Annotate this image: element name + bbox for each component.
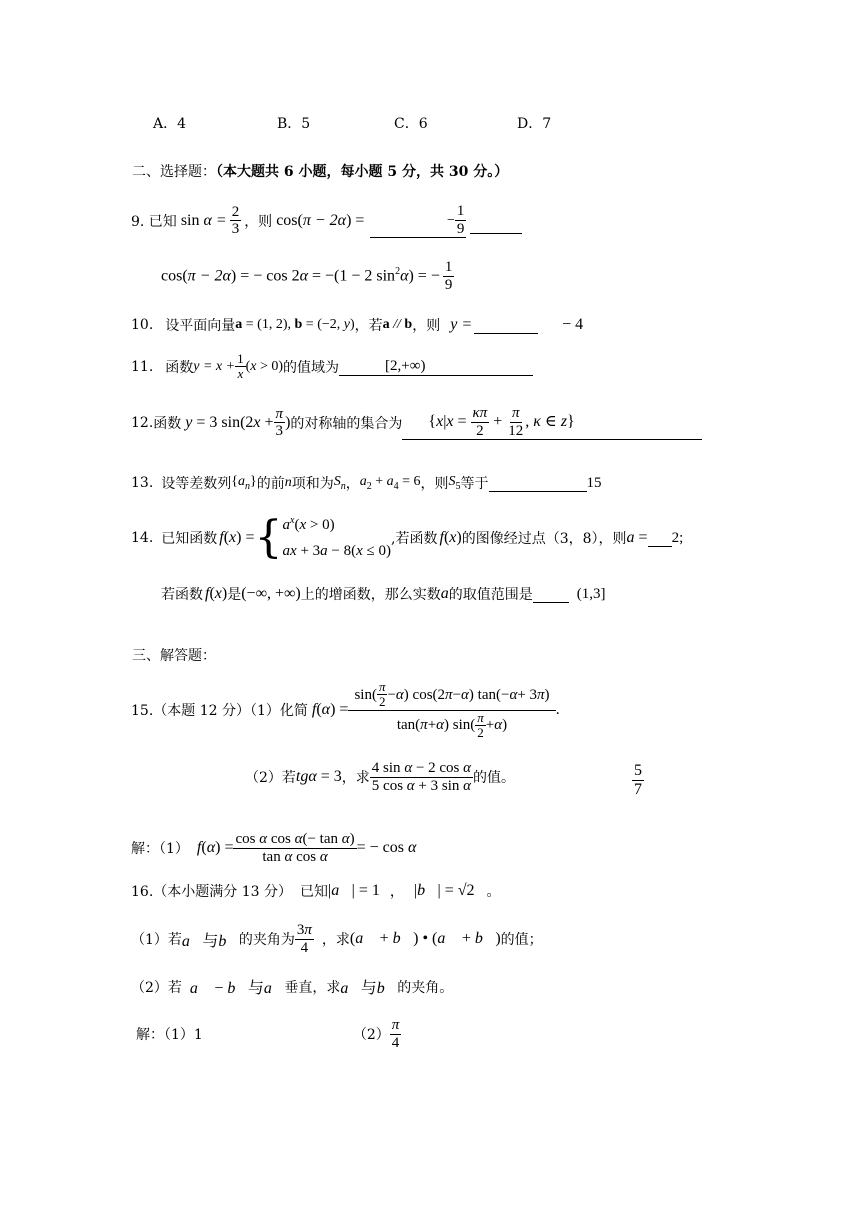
q10-text: 设平面向量 (165, 318, 236, 334)
q15-answer-den: 7 (634, 780, 642, 798)
q14-line2a: 若函数 (161, 587, 203, 603)
q15-answer-num: 5 (634, 762, 642, 779)
section2-title: 二、选择题： (132, 164, 216, 180)
q15-part2a: （2）若 (245, 770, 296, 786)
q12-tail: 的对称轴的集合为 (290, 415, 403, 432)
q13-t2: 的前 (256, 476, 285, 492)
q16-sep: ， (389, 884, 404, 900)
q16-sol2: （2） (352, 1027, 390, 1043)
q16-sol1: 解：（1）1 (136, 1027, 203, 1043)
q16-p1c: ，求 (321, 932, 350, 948)
question-15: 15.（本题 12 分）（1）化简 f(α) = sin( $\frac{\pi}{2}$ − α ) cos(2 π − α ) tan(− α + 3 π ) tan( π + α ) sin( $\frac{\pi}{2}$ + α ) . (131, 679, 560, 740)
question-13: 13. 设等差数列 $\{a_n\}$ 的前 n 项和为 $S_n$ ， $a_2 + a_4 = 6$ ，则 $S_5$ 等于 15 (131, 474, 602, 492)
q14-blank1 (648, 530, 672, 547)
q13-t4: ，则 (420, 476, 449, 492)
q15-part2b: ，求 (341, 770, 370, 786)
q15-part2c: 的值。 (473, 770, 516, 786)
choice-a: A．4 (153, 116, 187, 132)
q9-blank2 (470, 233, 522, 234)
q11-text: 函数 (165, 359, 194, 376)
q12-blank: {x|x = $\frac{\kappa\pi}{2}$ + $\frac{\pi}{12}$ , κ ∈ z} (402, 405, 702, 440)
q10-cond: ，若 (354, 318, 383, 334)
q14-line2c: 上的增函数，那么实数 (300, 587, 441, 603)
q9-answer-frac: $\frac{1}{9}$ (456, 203, 465, 237)
q11-num: 11. (131, 358, 154, 375)
q14-line2d: 的取值范围是 (448, 587, 533, 603)
q14-answer2: (1,3] (576, 585, 606, 602)
q9-prefix: 9. 已知 (131, 213, 177, 230)
q13-num: 13. (131, 475, 154, 491)
q10-then: ，则 (412, 318, 441, 334)
q16-p2c: 的夹角。 (397, 979, 454, 996)
choice-b: B．5 (277, 116, 311, 132)
q16-solution: 解：（1）1 （2） $\frac{\pi}{4}$ (136, 1017, 400, 1051)
q14-num: 14. (131, 530, 154, 547)
q14-t3: 的图像经过点（3，8），则 (461, 531, 627, 548)
q15-solution: 解：（1） f(α) = $\frac{\text{cos α cos α(− tan α)}}{\text{tan α cos α}}$ = − cos α (131, 831, 417, 865)
question-14: 14. 已知函数 f(x) = { $a^x(x > 0)$ ax + 3a − 8(x ≤ 0) ,若函数 f(x) 的图像经过点（3，8），则 a = 2; (131, 512, 684, 564)
q12-num: 12. (131, 414, 154, 431)
q14-text: 已知函数 (161, 531, 218, 548)
q10-num: 10. (131, 317, 154, 333)
q16-part1: （1）若 a⃗与b⃗ 的夹角为 $\frac{3\pi}{4}$ ，求 (a⃗ + b⃗) • (a⃗ + b⃗) 的值； (131, 922, 543, 956)
q14-t2: ,若函数 (391, 531, 438, 548)
q16-p1b: 的夹角为 (238, 932, 295, 948)
q10-blank (474, 317, 538, 334)
q14-line2b: 是 (227, 587, 242, 603)
q9-blank: − $\frac{1}{9}$ (370, 203, 466, 238)
q16-p1d: 的值； (500, 932, 543, 948)
q14-blank2 (533, 586, 569, 603)
q15-sol-label: 解：（1） (131, 841, 189, 857)
question-16: 16.（本小题满分 13 分） 已知 |a⃗| = 1 ， |b⃗| = √2 。 (131, 882, 501, 900)
q16-p2a: （2）若 (131, 979, 182, 996)
q16-p2b: 垂直，求 (284, 979, 341, 996)
section2-note: （本大题共 6 小题，每小题 5 分，共 30 分。） (216, 164, 509, 180)
q14-answer1: 2; (671, 529, 684, 546)
q13-answer: 15 (586, 474, 602, 491)
q13-t5: 等于 (460, 476, 489, 492)
choice-c: C．6 (394, 116, 428, 132)
q9-solution: cos(π − 2α) = − cos 2α = −(1 − 2 $\sin^2\alpha$) = − $\frac{1}{9}$ (161, 259, 453, 293)
q16-num: 16.（本小题满分 13 分） (131, 884, 292, 900)
q15-num: 15.（本题 12 分）（1）化简 (131, 703, 308, 720)
q11-blank (339, 358, 533, 376)
question-9: 9. 已知 sin α = $\frac{2}{3}$ ，则 cos(π − 2α) = − $\frac{1}{9}$ (131, 203, 522, 238)
q11-tail: 的值域为 (283, 359, 340, 376)
q12-text: 函数 (153, 415, 182, 432)
q16-p1a: （1）若 (131, 932, 182, 948)
q10-answer: − 4 (562, 316, 584, 333)
q13-t3: 项和为 (291, 476, 334, 492)
q15-part2: （2）若 tgα = 3 ，求 $\frac{\text{4 sin α − 2 cos α}}{\text{5 cos α + 3 sin α}}$ 的值。 (245, 760, 516, 794)
choice-d: D．7 (517, 116, 552, 132)
question-10: 10. 设平面向量 a = (1, 2), b = (−2, y) ，若 a // b ，则 y = − 4 (131, 316, 584, 334)
q16-text: 已知 (299, 884, 328, 900)
q16-part2: （2）若 a⃗ − b⃗与a⃗ 垂直，求 a⃗与b⃗ 的夹角。 (131, 975, 453, 998)
section3-title: 三、解答题： (132, 648, 216, 664)
q16-end: 。 (486, 884, 501, 900)
question-12: 12. 函数 y = 3 sin(2x + $\frac{\pi}{3}$ ) 的对称轴的集合为 {x|x = $\frac{\kappa\pi}{2}$ + $\frac{\pi}{12}$ , κ ∈ z} (131, 405, 702, 440)
q13-blank (489, 475, 587, 492)
question-11: 11. 函数 y = x + $\frac{1}{x}$ (x > 0) 的值域为 [2,+∞) (131, 352, 533, 382)
q9-frac: $\frac{2}{3}$ (231, 203, 240, 237)
q15-answer (632, 762, 644, 798)
q11-answer: [2,+∞) (385, 357, 426, 374)
q13-text: 设等差数列 (161, 476, 232, 492)
q14-line2: 若函数 f(x) 是 (−∞, +∞) 上的增函数，那么实数 a 的取值范围是 (1,3] (161, 585, 606, 603)
q9-mid: ，则 (244, 213, 273, 230)
section2-header (132, 161, 508, 181)
